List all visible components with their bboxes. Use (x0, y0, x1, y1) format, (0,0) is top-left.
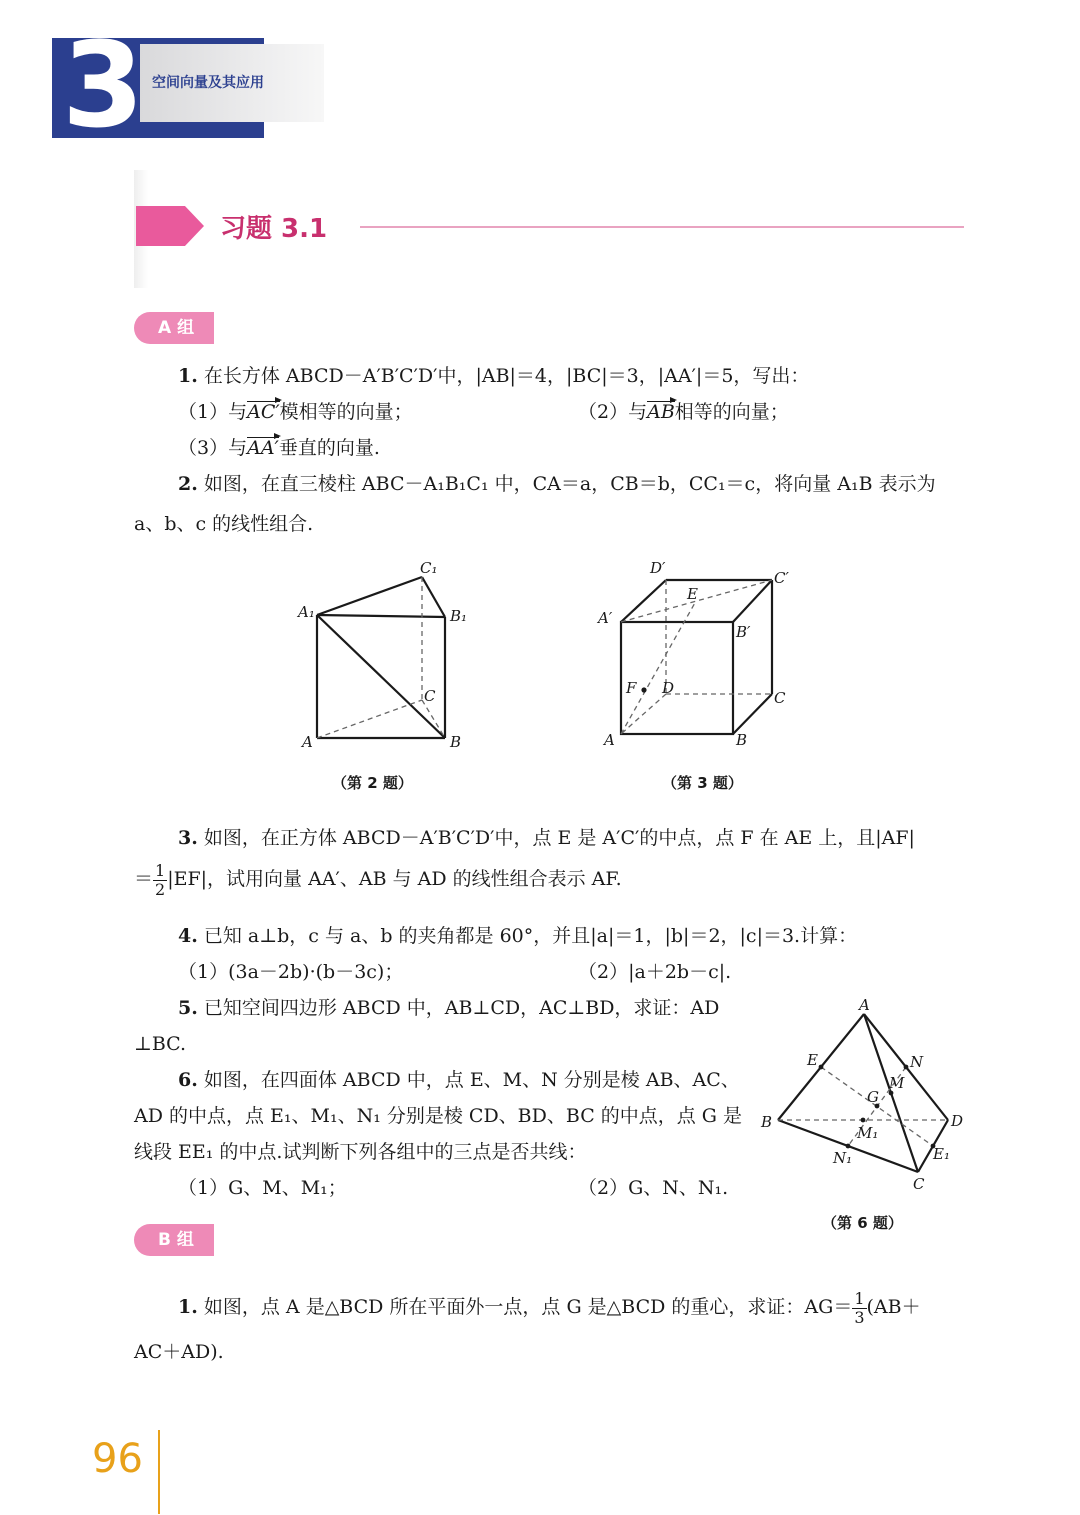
label-e: E (807, 1051, 818, 1069)
q-b1-line2: AC＋AD). (134, 1341, 224, 1363)
q-a1-part2: （2）与AB相等的向量； (578, 401, 789, 423)
label-g: G (867, 1088, 879, 1106)
edge-c1-b1 (422, 577, 445, 617)
label-a: A (859, 996, 870, 1014)
label-a: A (302, 733, 313, 751)
label-b: B (450, 733, 462, 751)
label-d: D (662, 679, 675, 697)
label-n: N (910, 1053, 924, 1071)
q-a6-line3: 线段 EE₁ 的中点.试判断下列各组中的三点是否共线： (134, 1141, 587, 1163)
figure-3-caption: （第 3 题） (662, 774, 743, 792)
label-m: M (889, 1074, 905, 1092)
q-a3-text: 如图，在正方体 ABCD－A′B′C′D′中，点 E 是 A′C′的中点，点 F 在 AE 上，且|AF| (203, 827, 915, 849)
edge-a1-c1 (317, 577, 422, 615)
q-a6: 6. 如图，在四面体 ABCD 中，点 E、M、N 分别是棱 AB、AC、 (178, 1069, 740, 1091)
label-a-prime: A′ (598, 609, 613, 627)
figure-tetrahedron (755, 995, 970, 1195)
q-a6-line2: AD 的中点，点 E₁、M₁、N₁ 分别是棱 CD、BD、BC 的中点，点 G 是 (134, 1105, 743, 1127)
label-c: C (913, 1175, 925, 1193)
q-a4-part2: （2）|a＋2b－c|. (578, 961, 732, 983)
face-front (621, 622, 733, 734)
exercise-arrow-tag (136, 206, 204, 246)
q-a2-line2: a、b、c 的线性组合. (134, 513, 314, 535)
q-a4-part1: （1）(3a－2b)·(b－3c)； (178, 961, 404, 983)
q-a4: 4. 已知 a⊥b，c 与 a、b 的夹角都是 60°，并且|a|＝1，|b|＝2，|c|＝3.计算： (178, 925, 858, 947)
label-d: D (951, 1112, 964, 1130)
label-b-prime: B′ (736, 623, 751, 641)
chapter-number: 3 (62, 16, 145, 154)
vector-aa-prime: AA′ (247, 437, 279, 459)
exercise-title-rule (360, 226, 964, 228)
label-b: B (736, 731, 748, 749)
label-d-prime: D′ (650, 559, 666, 577)
page-number-rule (158, 1430, 160, 1514)
edge-a-c (317, 700, 422, 738)
label-n1: N₁ (833, 1149, 853, 1167)
q-a3: 3. 如图，在正方体 ABCD－A′B′C′D′中，点 E 是 A′C′的中点，点 F 在 AE 上，且|AF| (178, 827, 915, 849)
figure-2-caption: （第 2 题） (332, 774, 413, 792)
q-b1: 1. 如图，点 A 是△BCD 所在平面外一点，点 G 是△BCD 的重心，求证：AG＝ $\frac{1}{3}$ (AB＋ (178, 1289, 921, 1327)
fraction-one-half: $\frac{1}{2}$ (155, 861, 166, 899)
label-b: B (761, 1113, 773, 1131)
q-b1-text: 如图，点 A 是△BCD 所在平面外一点，点 G 是△BCD 的重心，求证：AG＝ (203, 1296, 853, 1319)
group-a-badge: A 组 (134, 312, 214, 344)
label-m1: M₁ (857, 1124, 879, 1142)
q-a4-text: 已知 a⊥b，c 与 a、b 的夹角都是 60°，并且|a|＝1，|b|＝2，|c|＝3.计算： (203, 925, 858, 947)
label-c-prime: C′ (774, 569, 789, 587)
q-a1-text: 在长方体 ABCD－A′B′C′D′中，|AB|＝4，|BC|＝3，|AA′|＝5，写出： (203, 365, 810, 387)
label-e1: E₁ (933, 1145, 950, 1163)
figure-prism (290, 555, 480, 755)
q-a2-text: 如图，在直三棱柱 ABC－A₁B₁C₁ 中，CA＝a，CB＝b，CC₁＝c，将向量 A₁B 表示为 (203, 473, 936, 495)
label-a: A (604, 731, 615, 749)
q-a5: 5. 已知空间四边形 ABCD 中，AB⊥CD，AC⊥BD，求证：AD (178, 997, 720, 1019)
q-a6-text: 如图，在四面体 ABCD 中，点 E、M、N 分别是棱 AB、AC、 (203, 1069, 740, 1091)
figure-6-caption: （第 6 题） (822, 1214, 903, 1232)
chapter-title: 空间向量及其应用 (152, 75, 264, 91)
point-f (641, 687, 646, 692)
q-a6-part1: （1）G、M、M₁； (178, 1177, 347, 1199)
q-a1-part3: （3）与AA′垂直的向量. (178, 437, 380, 459)
q-a5-line2: ⊥BC. (134, 1033, 187, 1055)
q-a3-line2: ＝ $\frac{1}{2}$ |EF|，试用向量 AA′、AB 与 AD 的线性组合表示 AF. (134, 861, 622, 899)
fraction-one-third: $\frac{1}{3}$ (854, 1289, 865, 1327)
q-a1 (178, 364, 809, 389)
label-c: C (424, 687, 436, 705)
figure-cube (590, 555, 800, 755)
edge-a1-b (317, 615, 445, 738)
q-a1-part1: （1）与AC′模相等的向量； (178, 401, 413, 423)
q-a5-text: 已知空间四边形 ABCD 中，AB⊥CD，AC⊥BD，求证：AD (203, 997, 720, 1019)
vector-ab: AB (647, 401, 675, 423)
vector-ac-prime: AC′ (247, 401, 280, 423)
label-e: E (687, 585, 698, 603)
group-b-badge: B 组 (134, 1224, 214, 1256)
page-number: 96 (92, 1436, 143, 1482)
label-f: F (626, 679, 637, 697)
exercise-title: 习题 3.1 (220, 214, 328, 244)
label-b1: B₁ (450, 607, 468, 625)
label-c1: C₁ (420, 559, 438, 577)
q-a2: 2. 如图，在直三棱柱 ABC－A₁B₁C₁ 中，CA＝a，CB＝b，CC₁＝c，将向量 A₁B 表示为 (178, 473, 936, 495)
label-c: C (774, 689, 786, 707)
edge-a1-b1 (317, 615, 445, 617)
q-a6-part2: （2）G、N、N₁. (578, 1177, 729, 1199)
q-a1-number: 1. (178, 365, 198, 387)
label-a1: A₁ (298, 603, 315, 621)
